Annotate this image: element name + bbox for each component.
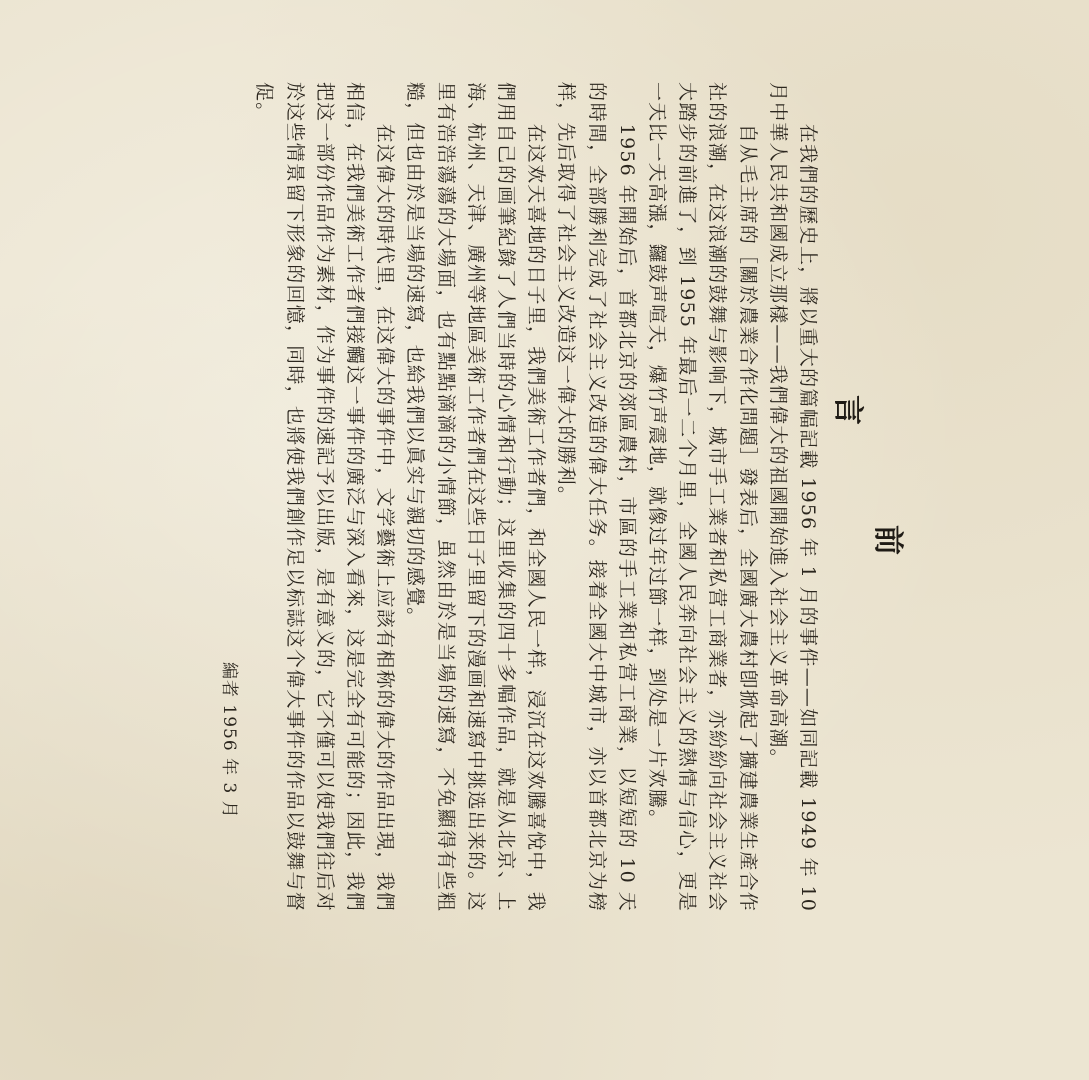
- paragraph-4: 在这欢天喜地的日子里，我們美術工作者們，和全國人民一样，浸沉在这欢騰喜悅中，我們用自己的画筆紀錄了人們当時的心情和行動；这里收集的四十多幅作品，就是从北京、上海、杭州、天津、廣州等地區美術工作者們在这些日子里留下的漫画和速寫中挑选出来的。这里有浩浩蕩蕩的大場面，也有點點滴滴的小情節，虽然由於是当場的速寫，不免顯得有些粗糙，但也由於是当場的速寫，也給我們以眞实与親切的感覺。: [404, 82, 548, 912]
- page-title: 前 言: [830, 395, 905, 815]
- paragraph-1: 在我們的歷史上，將以重大的篇幅記載 1956 年 1 月的事件——如同記載 1949 年 10 月中華人民共和國成立那樣——我們偉大的祖國開始進入社会主义革命高潮。: [766, 82, 819, 912]
- paragraph-3: 1956 年開始后，首都北京的郊區農村，市區的手工業和私营工商業，以短短的 10 天的時間，全部勝利完成了社会主义改造的偉大任务。接着全國大中城市，亦以首都北京为榜样，先后取得了社会主义改造这一偉大的勝利。: [555, 82, 638, 912]
- preface-body: [249, 82, 823, 912]
- editor-signature: 編者 1956 年 3 月: [219, 662, 239, 819]
- paragraph-2: 自从毛主席的［關於農業合作化問題］發表后，全國廣大農村卽掀起了擴建農業生產合作社的浪潮，在这浪潮的鼓舞与影响下，城市手工業者和私营工商業者，亦紛紛向社会主义社会大踏步的前進了，到 1955 年最后一二个月里，全國人民奔向社会主义的熱情与信心，更是一天比一天高漲，鑼鼓声喧天，爆竹声震地，就像过年过節一样，到处是一片欢騰。: [645, 82, 759, 912]
- paragraph-5: 在这偉大的時代里，在这偉大的事件中，文学藝術上应該有相称的偉大的作品出現，我們相信，在我們美術工作者們接觸这一事件的廣泛与深入看來，这是完全有可能的；因此，我們把这一部份作品作为素材，作为事件的速記予以出版，是有意义的，它不僅可以使我們往后对於这些情景留下形象的回憶，同時，也將使我們創作足以标誌这个偉大事件的作品以鼓舞与督促。: [253, 82, 397, 912]
